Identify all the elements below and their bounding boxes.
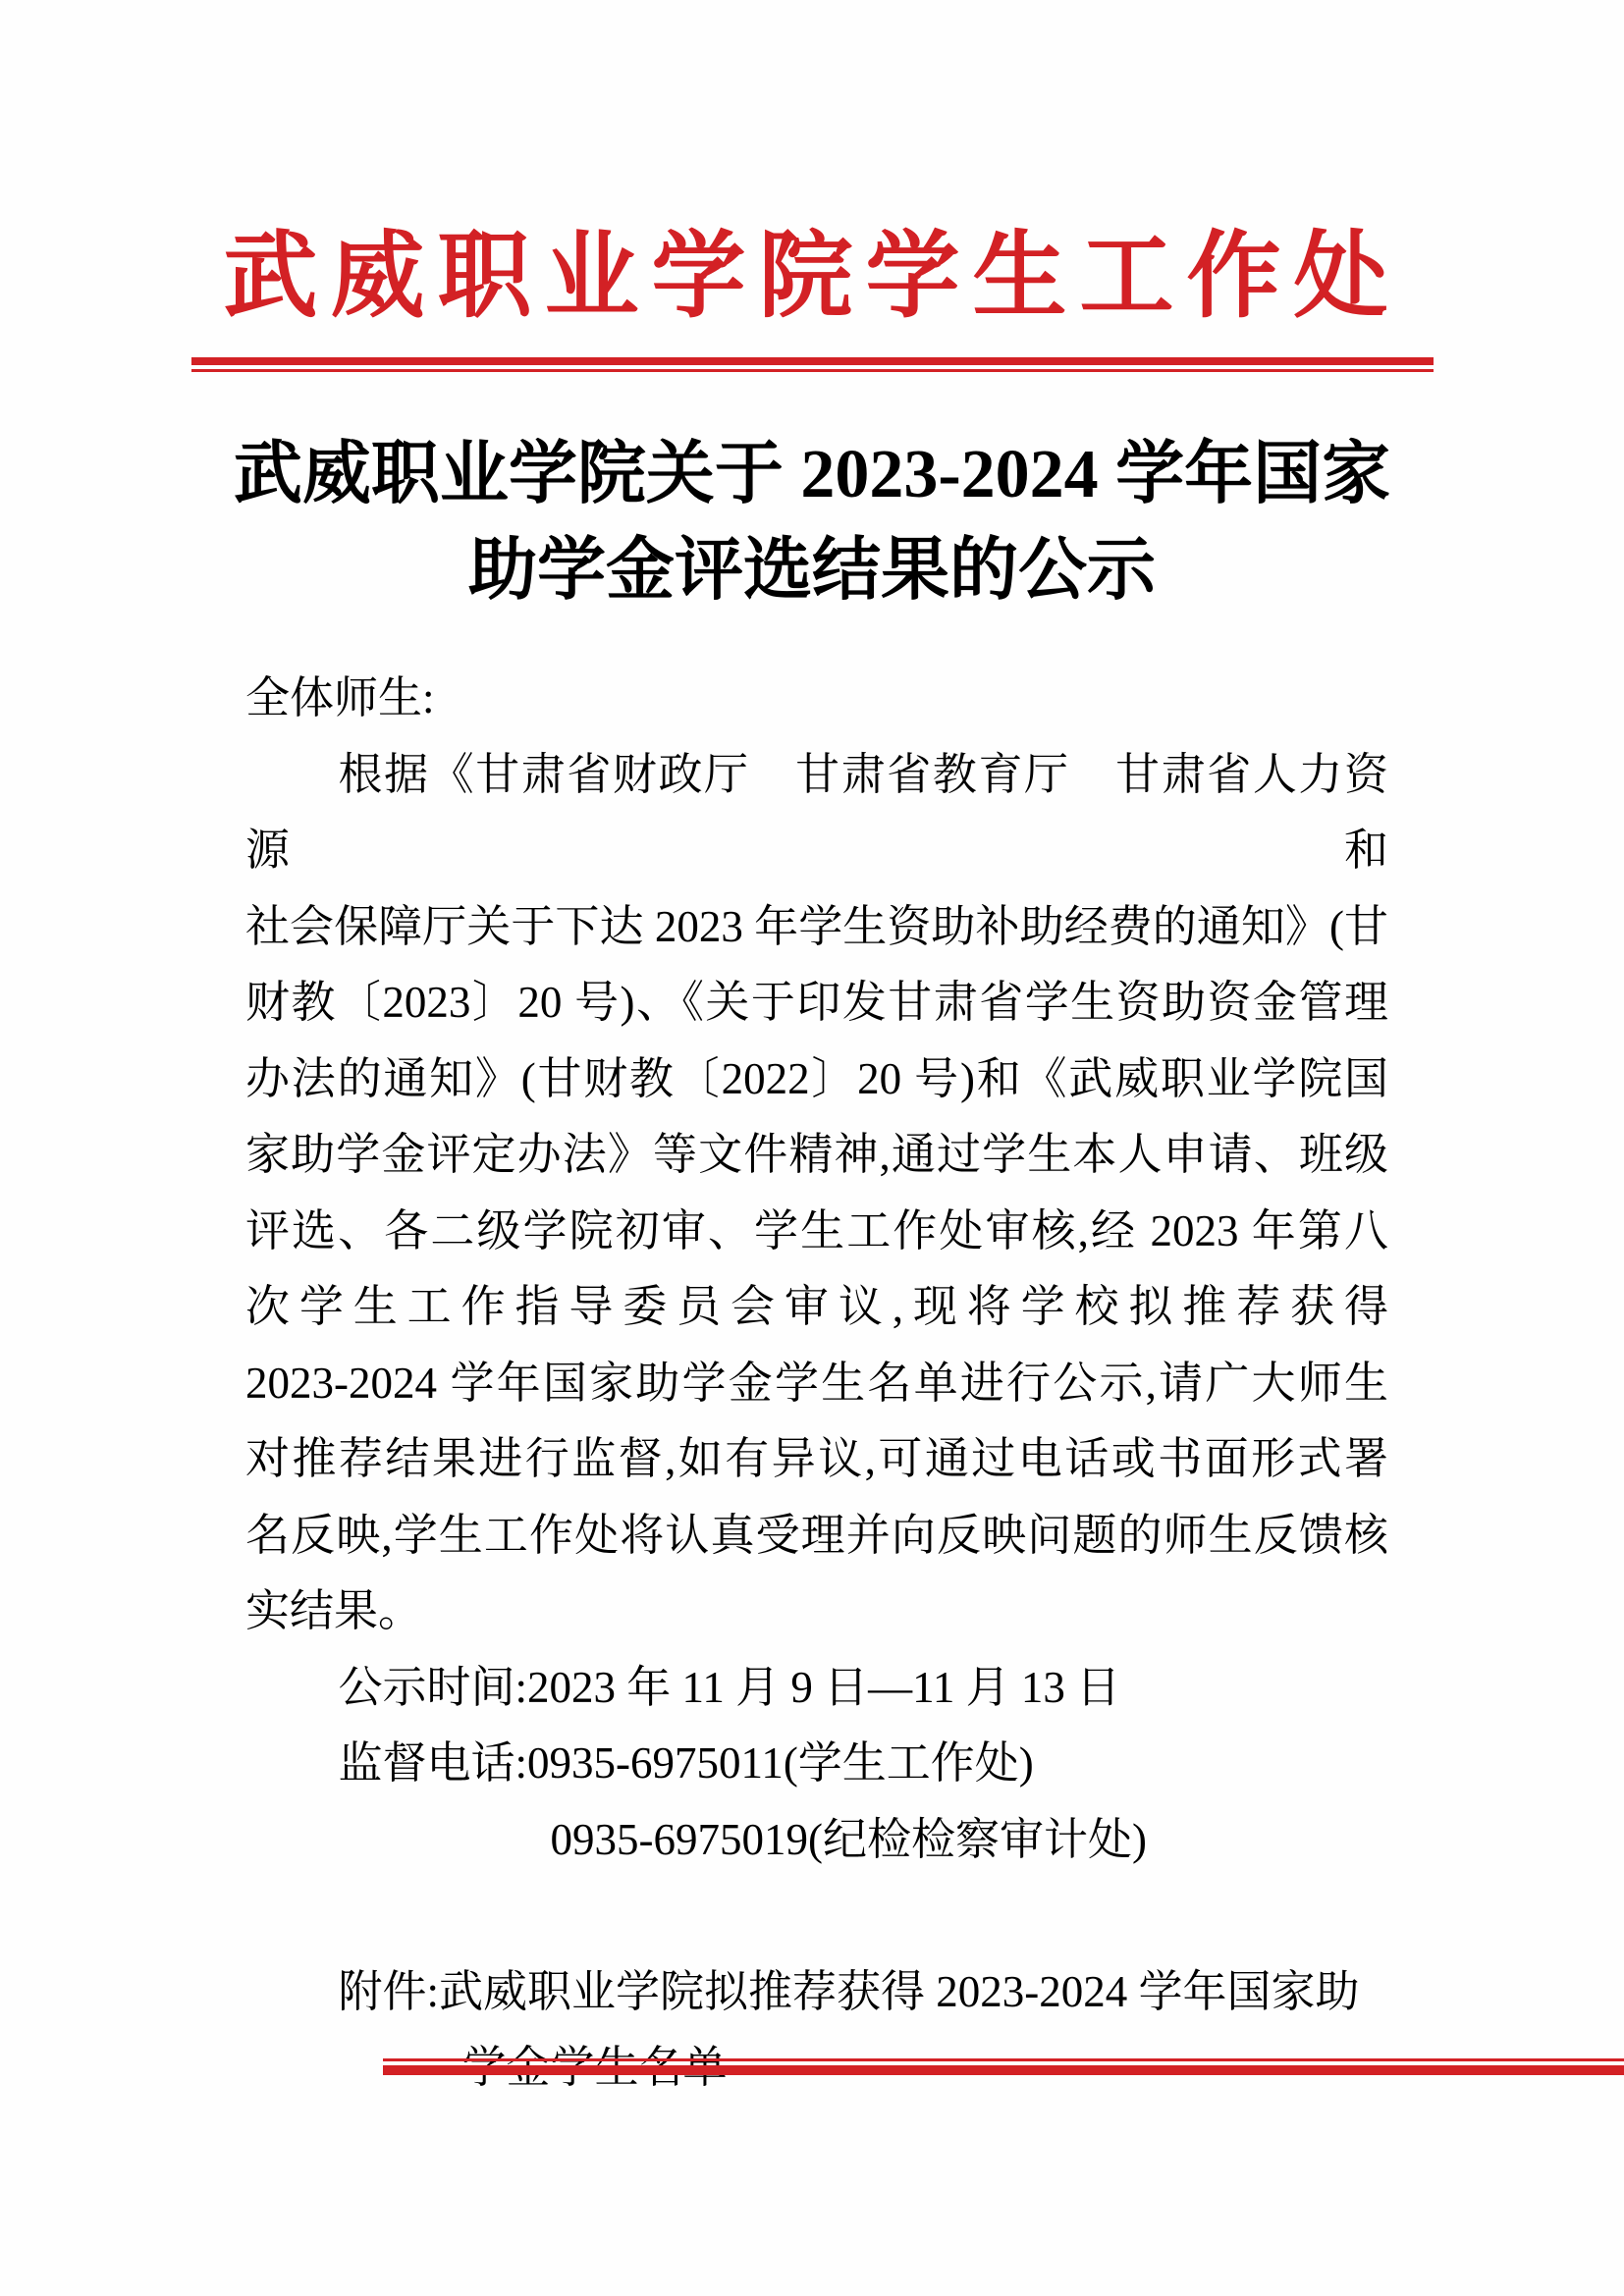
body-line: 社会保障厅关于下达 2023 年学生资助补助经费的通知》(甘: [245, 901, 1388, 951]
body-line: 办法的通知》(甘财教〔2022〕20 号)和《武威职业学院国: [245, 1053, 1388, 1103]
blank-line: [245, 1878, 1388, 1954]
body-line: 名反映,学生工作处将认真受理并向反映问题的师生反馈核: [245, 1510, 1388, 1560]
footer-divider: [383, 2058, 1624, 2075]
publicity-period: 公示时间:2023 年 11 月 9 日—11 月 13 日: [338, 1662, 1121, 1712]
body-line: 对推荐结果进行监督,如有异议,可通过电话或书面形式署: [245, 1434, 1388, 1483]
supervision-phone-2: 0935-6975019(纪检检察审计处): [550, 1814, 1147, 1864]
body-line: 2023-2024 学年国家助学金学生名单进行公示,请广大师生: [245, 1358, 1388, 1408]
salutation: 全体师生:: [245, 673, 435, 722]
supervision-phone-1: 监督电话:0935-6975011(学生工作处): [338, 1738, 1034, 1788]
notice-title-line-2: 助学金评选结果的公示: [468, 533, 1156, 609]
masthead-divider-thick-line: [191, 357, 1434, 365]
masthead-divider-thin-line: [191, 369, 1434, 372]
attachment-line-1: 附件:武威职业学院拟推荐获得 2023-2024 学年国家助: [338, 1966, 1360, 2016]
body-line: 财教〔2023〕20 号)、《关于印发甘肃省学生资助资金管理: [245, 978, 1388, 1027]
body-line: 家助学金评定办法》等文件精神,通过学生本人申请、班级: [245, 1130, 1388, 1179]
body-line: 根据《甘肃省财政厅 甘肃省教育厅 甘肃省人力资源和: [245, 749, 1388, 875]
notice-body: [245, 661, 1388, 2107]
masthead-divider: [191, 357, 1434, 372]
masthead-org-name: 武威职业学院学生工作处: [223, 224, 1401, 329]
body-line: 次学生工作指导委员会审议,现将学校拟推荐获得: [245, 1282, 1388, 1331]
footer-divider-thin-line: [383, 2058, 1624, 2061]
footer-divider-thick-line: [383, 2065, 1624, 2075]
body-line: 评选、各二级学院初审、学生工作处审核,经 2023 年第八: [245, 1205, 1388, 1255]
notice-title: [0, 427, 1624, 619]
notice-title-line-1: 武威职业学院关于 2023-2024 学年国家: [233, 437, 1391, 512]
body-line: 实结果。: [245, 1586, 423, 1635]
